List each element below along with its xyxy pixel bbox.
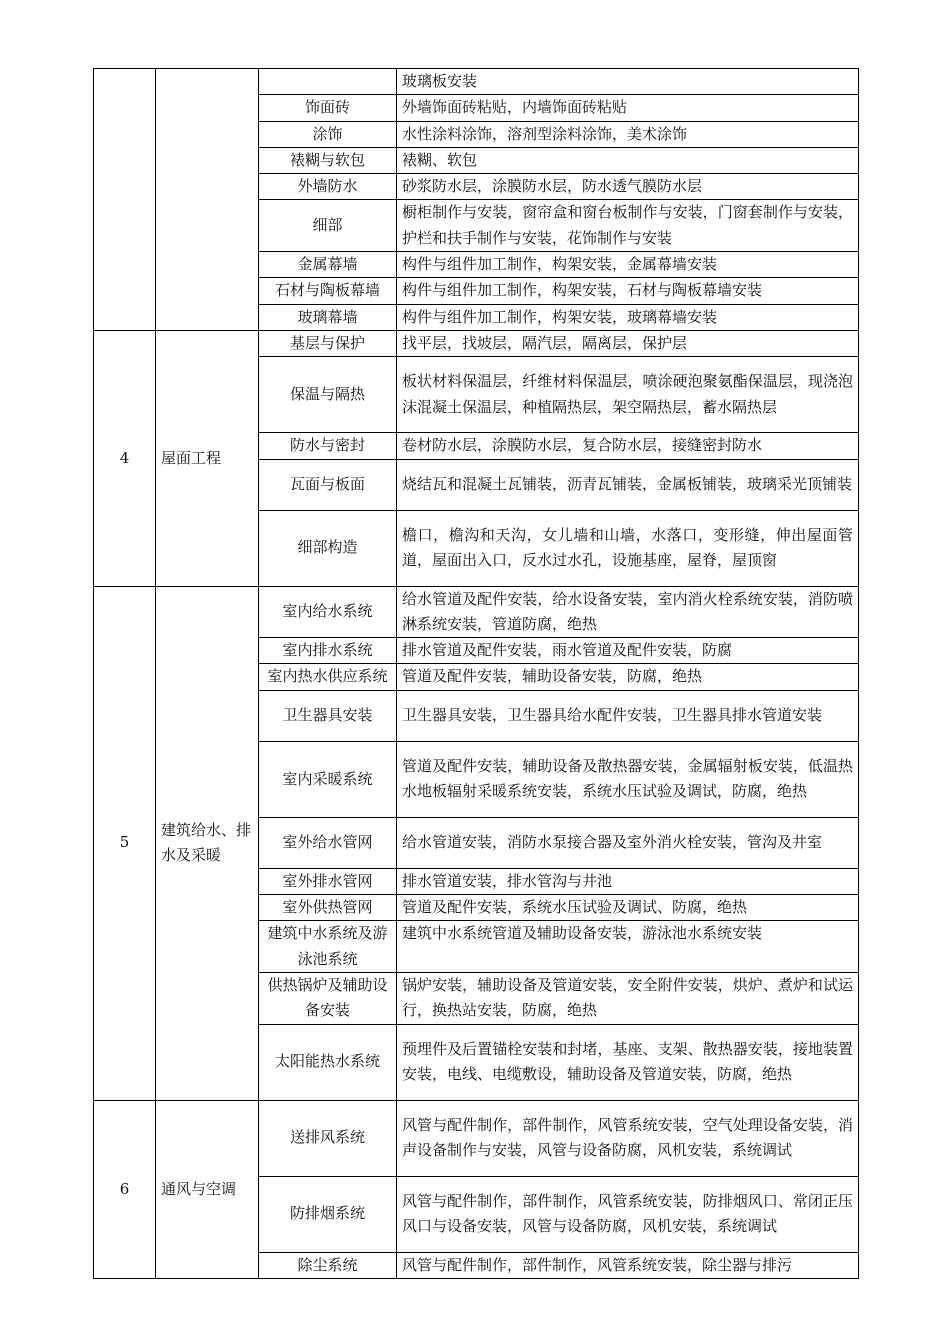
items-cell: 水性涂料涂饰，溶剂型涂料涂饰，美术涂饰 <box>397 121 859 147</box>
subdivision-cell: 供热锅炉及辅助设备安装 <box>259 972 397 1024</box>
table-row <box>94 1100 859 1176</box>
items-cell: 砂浆防水层，涂膜防水层，防水透气膜防水层 <box>397 174 859 200</box>
subdivision-cell: 室内给水系统 <box>259 586 397 638</box>
items-cell: 预埋件及后置锚栓安装和封堵，基座、支架、散热器安装，接地装置安装，电线、电缆敷设，辅助设备及管道安装，防腐，绝热 <box>397 1024 859 1100</box>
subdivision-cell: 太阳能热水系统 <box>259 1024 397 1100</box>
items-cell: 管道及配件安装，系统水压试验及调试、防腐，绝热 <box>397 895 859 921</box>
items-cell: 风管与配件制作，部件制作，风管系统安装，防排烟风口、常闭正压风口与设备安装，风管与设备防腐，风机安装，系统调试 <box>397 1176 859 1252</box>
subdivision-cell: 裱糊与软包 <box>259 147 397 173</box>
subdivision-cell <box>259 69 397 95</box>
subdivision-cell: 涂饰 <box>259 121 397 147</box>
items-cell: 管道及配件安装，辅助设备安装，防腐，绝热 <box>397 664 859 690</box>
division-name-cell: 屋面工程 <box>156 330 259 586</box>
division-table <box>93 68 859 1279</box>
items-cell: 构件与组件加工制作，构架安装，金属幕墙安装 <box>397 252 859 278</box>
division-name-cell: 建筑给水、排水及采暖 <box>156 586 259 1100</box>
subdivision-cell: 防水与密封 <box>259 433 397 459</box>
table-body <box>94 69 859 1279</box>
subdivision-cell: 玻璃幕墙 <box>259 304 397 330</box>
division-number-cell: 4 <box>94 330 156 586</box>
items-cell: 找平层，找坡层，隔汽层，隔离层，保护层 <box>397 330 859 356</box>
items-cell: 风管与配件制作，部件制作，风管系统安装，除尘器与排污 <box>397 1252 859 1278</box>
subdivision-cell: 室外排水管网 <box>259 868 397 894</box>
items-cell: 卷材防水层，涂膜防水层，复合防水层，接缝密封防水 <box>397 433 859 459</box>
table-row <box>94 69 859 95</box>
subdivision-cell: 室内热水供应系统 <box>259 664 397 690</box>
subdivision-cell: 防排烟系统 <box>259 1176 397 1252</box>
subdivision-cell: 室外供热管网 <box>259 895 397 921</box>
items-cell: 檐口，檐沟和天沟，女儿墙和山墙，水落口，变形缝，伸出屋面管道，屋面出入口，反水过水孔，设施基座，屋脊，屋顶窗 <box>397 510 859 586</box>
subdivision-cell: 卫生器具安装 <box>259 690 397 741</box>
items-cell: 排水管道及配件安装，雨水管道及配件安装，防腐 <box>397 638 859 664</box>
subdivision-cell: 外墙防水 <box>259 174 397 200</box>
items-cell: 橱柜制作与安装，窗帘盒和窗台板制作与安装，门窗套制作与安装，护栏和扶手制作与安装，花饰制作与安装 <box>397 200 859 252</box>
table-row <box>94 586 859 638</box>
items-cell: 外墙饰面砖粘贴，内墙饰面砖粘贴 <box>397 95 859 121</box>
subdivision-cell: 细部构造 <box>259 510 397 586</box>
items-cell: 给水管道及配件安装，给水设备安装，室内消火栓系统安装，消防喷淋系统安装，管道防腐，绝热 <box>397 586 859 638</box>
subdivision-cell: 金属幕墙 <box>259 252 397 278</box>
items-cell: 构件与组件加工制作，构架安装，石材与陶板幕墙安装 <box>397 278 859 304</box>
items-cell: 裱糊、软包 <box>397 147 859 173</box>
subdivision-cell: 瓦面与板面 <box>259 459 397 510</box>
items-cell: 风管与配件制作，部件制作，风管系统安装，空气处理设备安装，消声设备制作与安装，风管与设备防腐，风机安装，系统调试 <box>397 1100 859 1176</box>
items-cell: 管道及配件安装，辅助设备及散热器安装，金属辐射板安装，低温热水地板辐射采暖系统安装，系统水压试验及调试，防腐，绝热 <box>397 741 859 817</box>
items-cell: 建筑中水系统管道及辅助设备安装，游泳池水系统安装 <box>397 921 859 973</box>
items-cell: 给水管道安装，消防水泵接合器及室外消火栓安装，管沟及井室 <box>397 817 859 868</box>
items-cell: 构件与组件加工制作，构架安装，玻璃幕墙安装 <box>397 304 859 330</box>
items-cell: 烧结瓦和混凝土瓦铺装，沥青瓦铺装，金属板铺装，玻璃采光顶铺装 <box>397 459 859 510</box>
items-cell: 排水管道安装，排水管沟与井池 <box>397 868 859 894</box>
subdivision-cell: 除尘系统 <box>259 1252 397 1278</box>
subdivision-cell: 室内排水系统 <box>259 638 397 664</box>
subdivision-cell: 石材与陶板幕墙 <box>259 278 397 304</box>
items-cell: 卫生器具安装，卫生器具给水配件安装，卫生器具排水管道安装 <box>397 690 859 741</box>
subdivision-cell: 室外给水管网 <box>259 817 397 868</box>
items-cell: 锅炉安装，辅助设备及管道安装，安全附件安装，烘炉、煮炉和试运行，换热站安装，防腐，绝热 <box>397 972 859 1024</box>
subdivision-cell: 室内采暖系统 <box>259 741 397 817</box>
division-number-cell: 5 <box>94 586 156 1100</box>
subdivision-cell: 饰面砖 <box>259 95 397 121</box>
subdivision-cell: 建筑中水系统及游泳池系统 <box>259 921 397 973</box>
items-cell: 玻璃板安装 <box>397 69 859 95</box>
division-number-cell <box>94 69 156 331</box>
division-number-cell: 6 <box>94 1100 156 1278</box>
subdivision-cell: 保温与隔热 <box>259 357 397 433</box>
subdivision-cell: 送排风系统 <box>259 1100 397 1176</box>
subdivision-cell: 细部 <box>259 200 397 252</box>
subdivision-cell: 基层与保护 <box>259 330 397 356</box>
division-name-cell: 通风与空调 <box>156 1100 259 1278</box>
table-row <box>94 330 859 356</box>
division-name-cell <box>156 69 259 331</box>
items-cell: 板状材料保温层，纤维材料保温层，喷涂硬泡聚氨酯保温层，现浇泡沫混凝土保温层，种植隔热层，架空隔热层，蓄水隔热层 <box>397 357 859 433</box>
